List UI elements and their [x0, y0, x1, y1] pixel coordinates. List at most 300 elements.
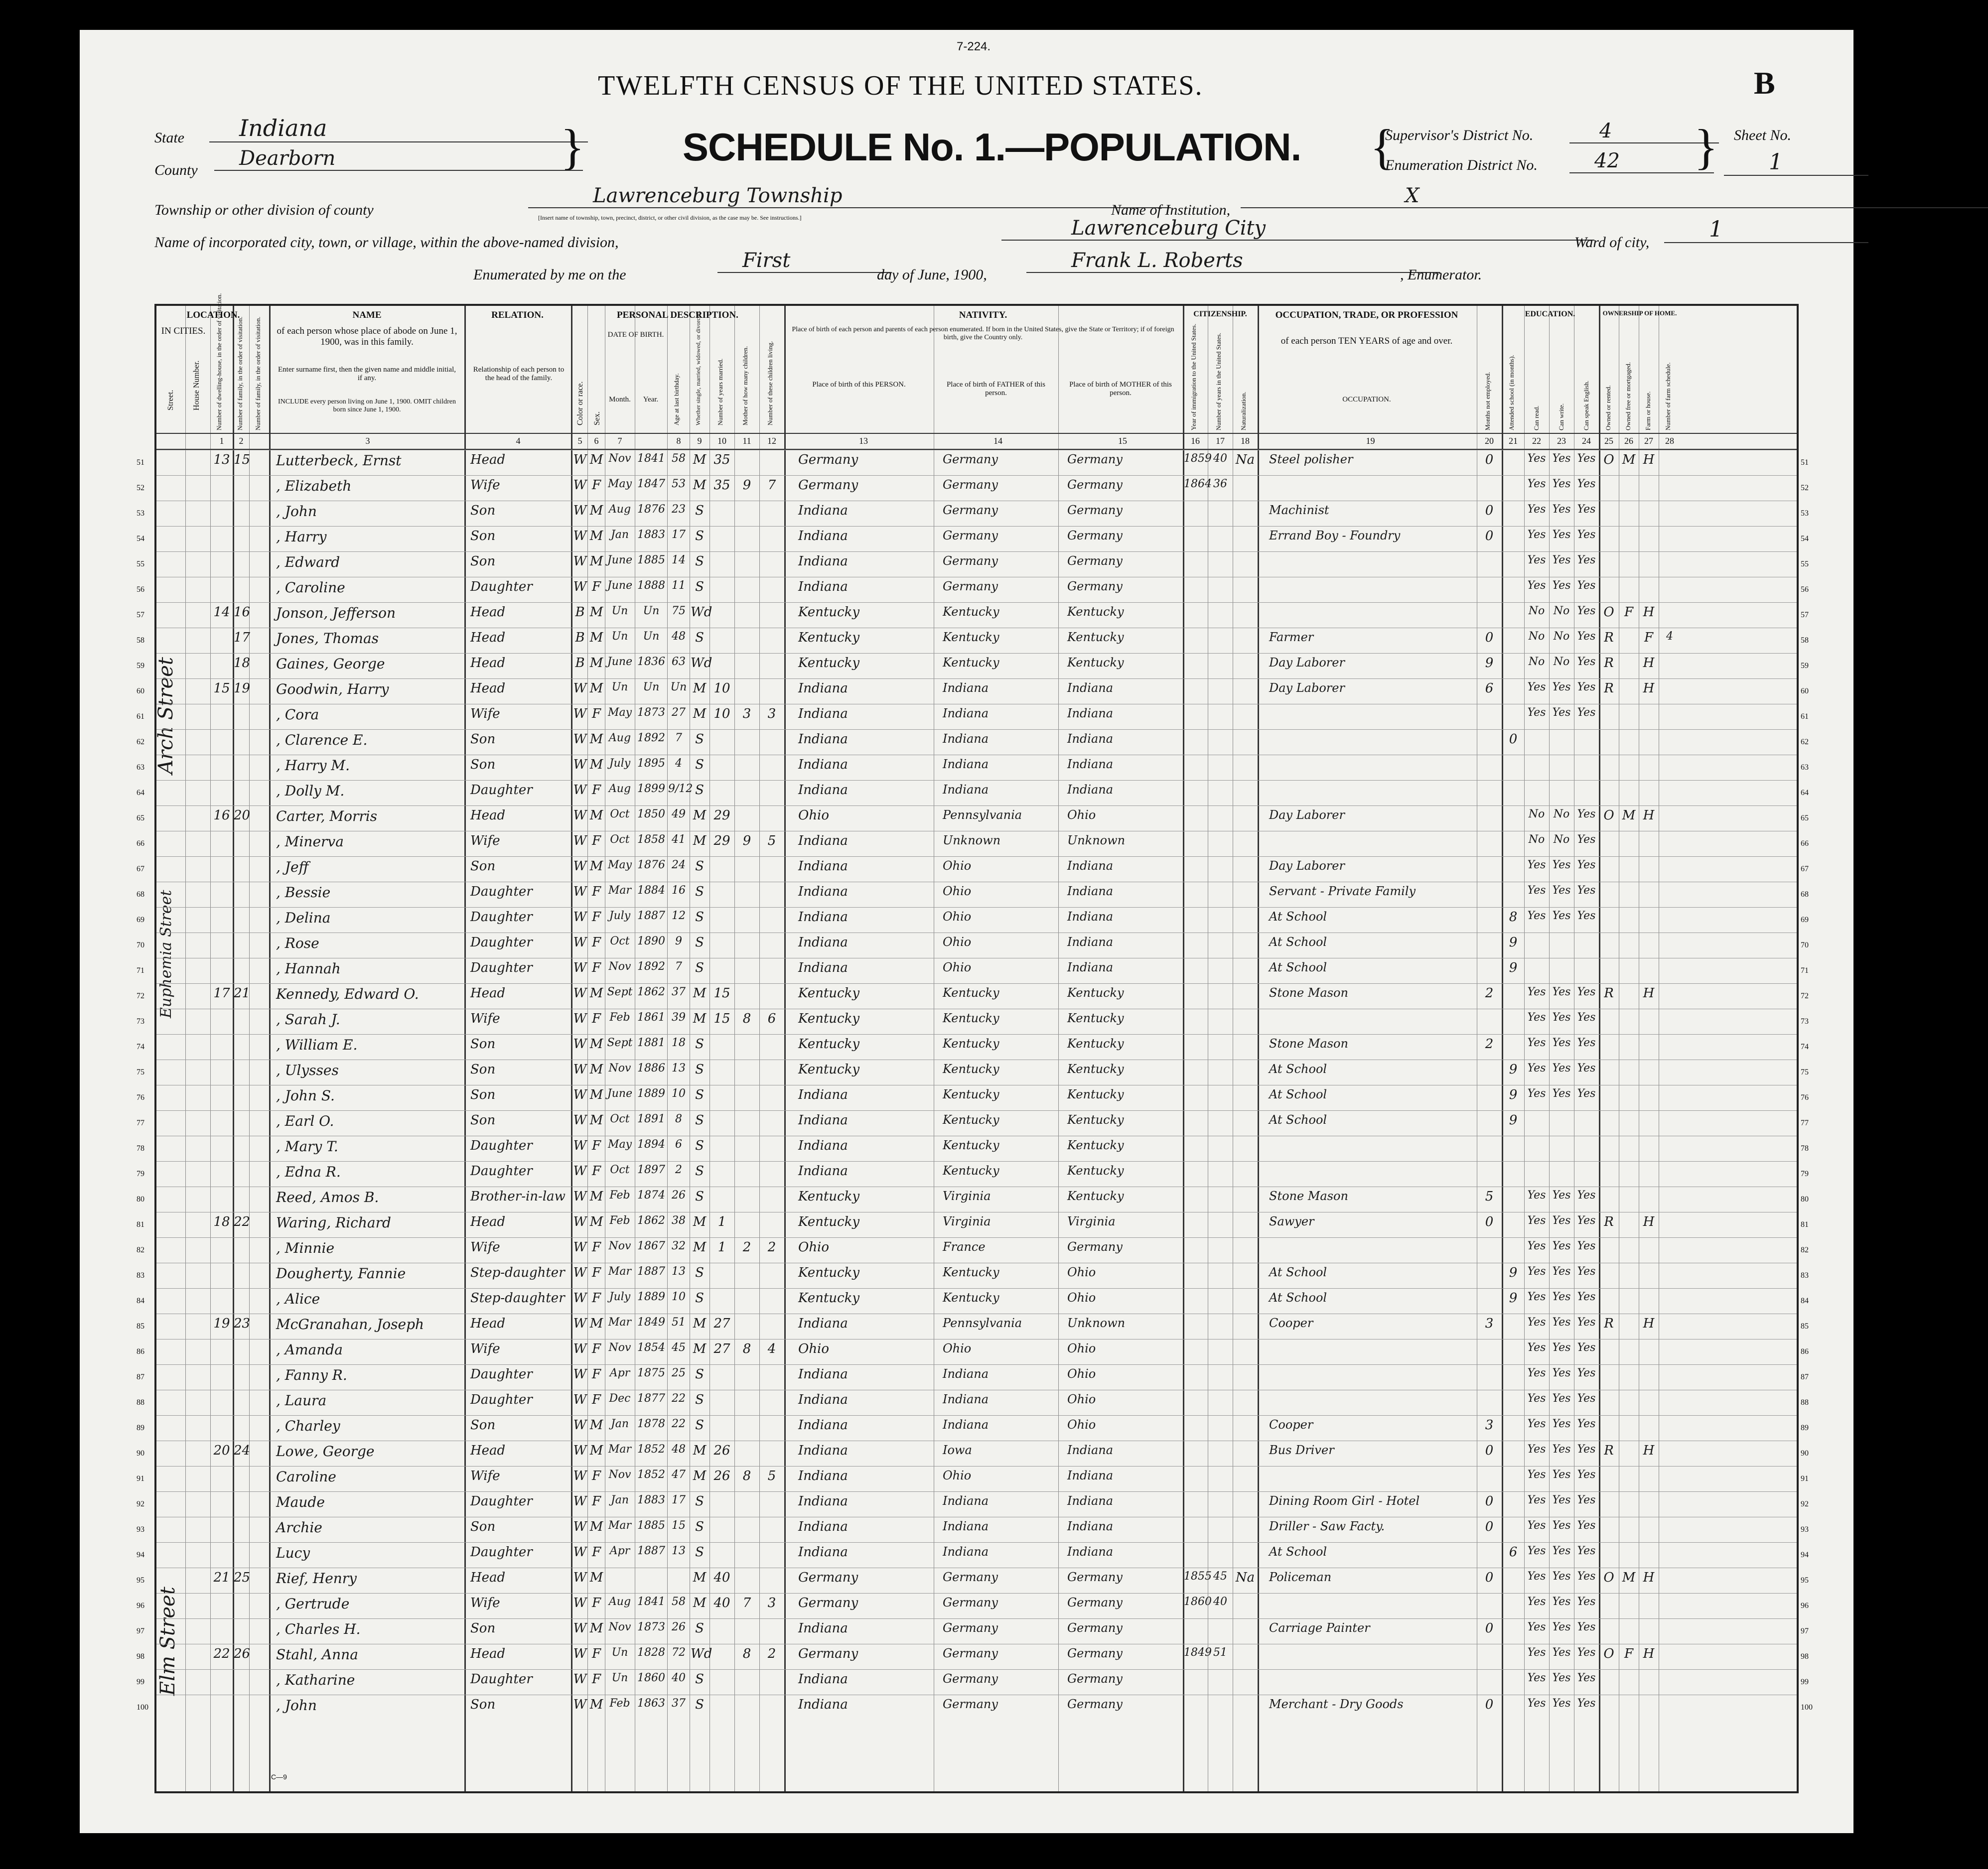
cell-bm: Kentucky	[1067, 986, 1124, 1000]
cell-rel: Head	[470, 1316, 506, 1331]
column-number: 17	[1216, 436, 1225, 446]
cell-bf: Indiana	[943, 732, 989, 746]
cell-free: F	[1624, 1646, 1634, 1661]
cell-occ: Day Laborer	[1269, 656, 1345, 669]
cell-name: , William E.	[276, 1037, 358, 1053]
line-number: 70	[137, 941, 144, 949]
cell-dw: 15	[213, 681, 230, 696]
cell-eng: Yes	[1577, 1341, 1596, 1354]
cell-month: Un	[611, 1646, 628, 1659]
cell-month: Feb	[609, 1189, 630, 1202]
cell-rel: Head	[470, 656, 506, 670]
cell-month: Feb	[609, 1011, 630, 1024]
cell-write: Yes	[1552, 452, 1571, 465]
cell-read: No	[1528, 630, 1545, 643]
cell-ym: 10	[713, 706, 730, 721]
cell-name: , Elizabeth	[276, 478, 352, 494]
line-number: 97	[137, 1627, 144, 1635]
cell-mar: S	[695, 1062, 704, 1077]
cell-free: F	[1624, 605, 1634, 620]
hdr-attended-school: Attended school (in months).	[1508, 355, 1515, 430]
column-number: 10	[717, 436, 726, 446]
cell-mne: 3	[1485, 1316, 1494, 1331]
cell-read: Yes	[1527, 478, 1546, 490]
cell-year: 1849	[637, 1316, 665, 1329]
cell-rel: Head	[470, 1570, 506, 1585]
cell-occ: At School	[1269, 1265, 1327, 1279]
institution-value: X	[1241, 184, 1988, 208]
cell-color: W	[573, 1646, 587, 1661]
cell-name: , Clarence E.	[276, 732, 368, 748]
hdr-nativity-desc: Place of birth of each person and parents of each person enumerated. If born in the United States, give the State or Territory; if of foreign birth, give the Country only.	[792, 326, 1174, 342]
cell-month: Oct	[610, 935, 630, 947]
cell-sex: F	[591, 1494, 601, 1509]
cell-sex: F	[591, 1291, 601, 1306]
cell-eng: Yes	[1577, 1596, 1596, 1608]
cell-rel: Daughter	[470, 1138, 533, 1153]
line-number: 64	[137, 789, 144, 797]
cell-bm: Indiana	[1067, 1494, 1114, 1508]
cell-sex: F	[591, 1468, 601, 1483]
cell-eng: Yes	[1577, 1214, 1596, 1227]
cell-ym: 35	[713, 452, 730, 467]
cell-sex: F	[591, 960, 601, 975]
cell-eng: Yes	[1577, 605, 1596, 617]
cell-bf: Indiana	[943, 1494, 989, 1508]
line-number-right: 69	[1801, 916, 1809, 924]
table-row	[137, 450, 1809, 475]
cell-bp: Germany	[798, 1596, 858, 1610]
cell-name: , Caroline	[276, 579, 345, 596]
cell-write: Yes	[1552, 1189, 1571, 1202]
cell-sex: M	[589, 808, 603, 823]
cell-yi: 1855	[1184, 1570, 1212, 1583]
cell-write: Yes	[1552, 478, 1571, 490]
table-row	[137, 501, 1809, 526]
cell-write: Yes	[1552, 986, 1571, 998]
cell-farm: F	[1644, 630, 1654, 645]
line-number: 60	[137, 687, 144, 695]
cell-mar: S	[695, 1545, 704, 1560]
line-number-right: 56	[1801, 585, 1809, 594]
enumeration-label: Enumeration District No.	[1385, 157, 1538, 173]
cell-mne: 0	[1485, 503, 1494, 518]
cell-mar: S	[695, 884, 704, 899]
hdr-dwelling: Number of dwelling-house, in the order of visitation.	[215, 293, 223, 430]
cell-year: 1884	[637, 884, 665, 897]
cell-rel: Wife	[470, 833, 500, 848]
cell-read: Yes	[1527, 1596, 1546, 1608]
cell-fam: 15	[234, 452, 251, 467]
line-number: 56	[137, 585, 144, 594]
cell-mar: S	[695, 1697, 704, 1712]
cell-sex: M	[589, 1189, 603, 1204]
cell-eng: Yes	[1577, 554, 1596, 566]
cell-mar: S	[695, 1621, 704, 1636]
table-row	[137, 1237, 1809, 1263]
cell-write: Yes	[1552, 706, 1571, 719]
cell-rel: Daughter	[470, 579, 533, 594]
cell-sex: F	[591, 935, 601, 950]
cell-name: Lucy	[276, 1545, 310, 1561]
cell-read: Yes	[1527, 1646, 1546, 1659]
cell-eng: Yes	[1577, 1672, 1596, 1684]
cell-name: , Edna R.	[276, 1164, 341, 1180]
cell-sch: 9	[1509, 1087, 1518, 1102]
cell-month: Aug	[608, 732, 631, 744]
cell-ym: 40	[713, 1570, 730, 1585]
cell-year: 1836	[637, 656, 665, 668]
cell-age: 37	[672, 1697, 686, 1710]
cell-sex: F	[591, 1240, 601, 1255]
cell-bp: Indiana	[798, 1545, 848, 1560]
cell-read: Yes	[1527, 1545, 1546, 1557]
line-number: 55	[137, 560, 144, 568]
line-number-right: 55	[1801, 560, 1809, 568]
cell-color: W	[573, 1011, 587, 1026]
cell-read: Yes	[1527, 884, 1546, 897]
cell-liv: 5	[767, 833, 776, 848]
cell-bm: Ohio	[1067, 1418, 1096, 1432]
cell-write: Yes	[1552, 554, 1571, 566]
cell-bp: Indiana	[798, 833, 848, 848]
sheet-no-label: Sheet No.	[1734, 127, 1791, 143]
cell-occ: Bus Driver	[1269, 1443, 1334, 1457]
cell-write: Yes	[1552, 1443, 1571, 1456]
hdr-occupation: OCCUPATION.	[1342, 396, 1391, 403]
cell-age: 14	[672, 554, 686, 566]
line-number-right: 89	[1801, 1424, 1809, 1432]
cell-age: 45	[672, 1341, 686, 1354]
cell-bp: Kentucky	[798, 1291, 860, 1306]
line-number: 95	[137, 1576, 144, 1585]
cell-year: 1899	[637, 783, 665, 795]
cell-write: No	[1553, 833, 1570, 846]
cell-age: 11	[672, 579, 686, 592]
cell-month: June	[607, 554, 633, 566]
cell-bp: Kentucky	[798, 1214, 860, 1229]
cell-year: 1852	[637, 1443, 665, 1456]
line-number-right: 65	[1801, 814, 1809, 822]
table-row	[137, 1212, 1809, 1237]
line-number: 99	[137, 1678, 144, 1686]
hdr-farm-house: Farm or house.	[1644, 391, 1652, 430]
cell-year: 1860	[637, 1672, 665, 1684]
cell-name: , Delina	[276, 910, 331, 926]
cell-name: Gaines, George	[276, 656, 385, 672]
cell-sex: M	[589, 452, 603, 467]
cell-read: Yes	[1527, 986, 1546, 998]
line-number: 52	[137, 484, 144, 492]
cell-color: W	[573, 1545, 587, 1560]
cell-mar: M	[693, 1240, 707, 1255]
cell-bp: Kentucky	[798, 1011, 860, 1026]
cell-bm: Germany	[1067, 579, 1123, 593]
cell-read: No	[1528, 605, 1545, 617]
cell-mar: S	[695, 1164, 704, 1179]
cell-mar: S	[695, 529, 704, 543]
table-row	[137, 983, 1809, 1009]
cell-own: R	[1604, 656, 1614, 670]
cell-age: 53	[672, 478, 686, 490]
cell-farm: H	[1643, 656, 1655, 670]
cell-name: , Bessie	[276, 884, 331, 901]
cell-name: Stahl, Anna	[276, 1646, 358, 1663]
line-number-right: 58	[1801, 636, 1809, 645]
cell-farm: H	[1643, 986, 1655, 1001]
column-number: 23	[1557, 436, 1566, 446]
cell-moth: 2	[742, 1240, 751, 1255]
cell-month: Mar	[608, 1265, 632, 1278]
cell-read: Yes	[1527, 1494, 1546, 1506]
cell-mar: M	[693, 706, 707, 721]
cell-bp: Indiana	[798, 529, 848, 543]
cell-age: 17	[672, 1494, 686, 1506]
line-number-right: 70	[1801, 941, 1809, 949]
cell-age: 32	[672, 1240, 686, 1252]
cell-moth: 8	[742, 1646, 751, 1661]
cell-color: B	[575, 605, 585, 620]
cell-year: Un	[643, 630, 660, 643]
cell-mar: S	[695, 1037, 704, 1052]
cell-write: Yes	[1552, 1545, 1571, 1557]
cell-name: Jonson, Jefferson	[276, 605, 396, 621]
table-row	[137, 1187, 1809, 1212]
cell-eng: Yes	[1577, 833, 1596, 846]
hdr-years-married: Number of years married.	[716, 358, 724, 425]
cell-year: 1867	[637, 1240, 665, 1252]
table-row	[137, 475, 1809, 501]
hdr-owned-free: Owned free or mortgaged.	[1624, 362, 1632, 430]
cell-occ: At School	[1269, 1291, 1327, 1305]
cell-bf: Pennsylvania	[943, 1316, 1022, 1330]
cell-sex: F	[591, 1265, 601, 1280]
cell-read: Yes	[1527, 503, 1546, 516]
line-number: 88	[137, 1398, 144, 1407]
cell-mne: 0	[1485, 1519, 1494, 1534]
hdr-owned-rented: Owned or rented.	[1604, 385, 1612, 430]
cell-year: 1892	[637, 732, 665, 744]
column-number: 19	[1366, 436, 1375, 446]
cell-rel: Daughter	[470, 1672, 533, 1687]
cell-mne: 0	[1485, 1570, 1494, 1585]
cell-bp: Indiana	[798, 554, 848, 569]
cell-sch: 9	[1509, 1291, 1518, 1306]
cell-age: 15	[672, 1519, 686, 1532]
cell-color: W	[573, 859, 587, 874]
cell-rel: Son	[470, 732, 496, 747]
cell-read: Yes	[1527, 529, 1546, 541]
cell-name: , Charles H.	[276, 1621, 361, 1637]
cell-fam: 16	[234, 605, 251, 620]
cell-bf: Ohio	[943, 960, 972, 974]
cell-rel: Son	[470, 859, 496, 874]
cell-age: 75	[672, 605, 686, 617]
table-row	[137, 1314, 1809, 1339]
line-number-right: 80	[1801, 1195, 1809, 1203]
cell-eng: Yes	[1577, 1189, 1596, 1202]
cell-eng: Yes	[1577, 681, 1596, 693]
cell-bm: Ohio	[1067, 1367, 1096, 1381]
line-number: 78	[137, 1144, 144, 1153]
cell-name: , Harry M.	[276, 757, 350, 774]
township-label: Township or other division of county	[154, 202, 374, 218]
cell-bm: Germany	[1067, 503, 1123, 517]
cell-read: Yes	[1527, 1570, 1546, 1583]
hdr-birth-person: Place of birth of this PERSON.	[812, 381, 906, 389]
cell-eng: Yes	[1577, 910, 1596, 922]
cell-farm: H	[1643, 808, 1655, 823]
cell-occ: At School	[1269, 910, 1327, 924]
cell-farm: H	[1643, 1443, 1655, 1458]
column-number: 26	[1624, 436, 1633, 446]
cell-write: Yes	[1552, 529, 1571, 541]
cell-occ: Dining Room Girl - Hotel	[1269, 1494, 1420, 1508]
cell-write: Yes	[1552, 1697, 1571, 1710]
cell-year: Un	[643, 681, 660, 693]
cell-sch: 6	[1509, 1545, 1518, 1560]
cell-name: , Ulysses	[276, 1062, 339, 1078]
cell-sex: F	[591, 1545, 601, 1560]
cell-bf: Kentucky	[943, 1087, 999, 1101]
cell-sex: M	[589, 503, 603, 518]
cell-read: Yes	[1527, 681, 1546, 693]
cell-bf: Germany	[943, 1596, 998, 1609]
cell-age: 24	[672, 859, 686, 871]
cell-farm: H	[1643, 1316, 1655, 1331]
form-number: 7-224.	[957, 40, 991, 53]
line-number-right: 87	[1801, 1373, 1809, 1381]
cell-name: , Harry	[276, 529, 327, 545]
cell-rel: Daughter	[470, 1545, 533, 1560]
cell-name: , Earl O.	[276, 1113, 334, 1129]
cell-age: 25	[672, 1367, 686, 1379]
cell-write: Yes	[1552, 1494, 1571, 1506]
cell-eng: Yes	[1577, 706, 1596, 719]
cell-bp: Kentucky	[798, 986, 860, 1001]
cell-dw: 17	[213, 986, 230, 1001]
cell-bf: Germany	[943, 1646, 998, 1660]
cell-occ: At School	[1269, 935, 1327, 949]
cell-rel: Wife	[470, 1011, 500, 1026]
hdr-living: Number of these children living.	[766, 341, 774, 425]
cell-ym: 35	[713, 478, 730, 493]
column-number: 12	[767, 436, 776, 446]
cell-mar: M	[693, 1596, 707, 1610]
cell-eng: Yes	[1577, 884, 1596, 897]
cell-name: Archie	[276, 1519, 322, 1536]
cell-rel: Daughter	[470, 1392, 533, 1407]
cell-bp: Germany	[798, 1646, 858, 1661]
line-number: 68	[137, 890, 144, 899]
cell-write: Yes	[1552, 1214, 1571, 1227]
cell-rel: Wife	[470, 1596, 500, 1610]
line-number: 80	[137, 1195, 144, 1203]
line-number-right: 95	[1801, 1576, 1809, 1585]
line-number: 84	[137, 1297, 144, 1305]
cell-sex: F	[591, 478, 601, 493]
cell-eng: Yes	[1577, 1291, 1596, 1303]
cell-rel: Head	[470, 1443, 506, 1458]
cell-mar: S	[695, 503, 704, 518]
cell-name: Carter, Morris	[276, 808, 378, 824]
cell-mar: S	[695, 1494, 704, 1509]
cell-bf: Kentucky	[943, 1113, 999, 1127]
cell-color: W	[573, 808, 587, 823]
cell-read: Yes	[1527, 1621, 1546, 1633]
cell-age: 58	[672, 452, 686, 465]
cell-rel: Daughter	[470, 960, 533, 975]
cell-bp: Germany	[798, 452, 858, 467]
cell-name: , Charley	[276, 1418, 340, 1434]
cell-month: May	[607, 706, 632, 719]
cell-year: 1878	[637, 1418, 665, 1430]
ward-value: 1	[1664, 217, 1868, 243]
cell-bf: Germany	[943, 1570, 998, 1584]
sheet-no-value: 1	[1724, 149, 1868, 176]
cell-color: W	[573, 1240, 587, 1255]
cell-ym: 29	[713, 833, 730, 848]
cell-color: W	[573, 1265, 587, 1280]
cell-year: 1883	[637, 1494, 665, 1506]
cell-year: 1850	[637, 808, 665, 820]
cell-bm: Indiana	[1067, 757, 1114, 771]
cell-occ: Cooper	[1269, 1316, 1313, 1330]
cell-mar: S	[695, 1291, 704, 1306]
hdr-name-instr2: INCLUDE every person living on June 1, 1900. OMIT children born since June 1, 1900.	[278, 398, 456, 414]
cell-rel: Son	[470, 1037, 496, 1052]
cell-bp: Ohio	[798, 808, 830, 823]
cell-occ: Merchant - Dry Goods	[1269, 1697, 1404, 1711]
line-number-right: 78	[1801, 1144, 1809, 1153]
table-row	[137, 1110, 1809, 1136]
cell-bf: Indiana	[943, 1367, 989, 1381]
hdr-family: Number of family, in the order of visitation.	[236, 316, 244, 430]
cell-write: Yes	[1552, 1418, 1571, 1430]
cell-color: W	[573, 579, 587, 594]
cell-age: 9/12	[668, 783, 693, 795]
institution-label: Name of Institution,	[1111, 202, 1231, 218]
cell-sex: F	[591, 706, 601, 721]
cell-age: 38	[672, 1214, 686, 1227]
cell-year: 1894	[637, 1138, 665, 1151]
cell-bm: Kentucky	[1067, 630, 1124, 644]
column-number: 20	[1485, 436, 1494, 446]
cell-mne: 3	[1485, 1418, 1494, 1433]
cell-eng: Yes	[1577, 529, 1596, 541]
cell-color: W	[573, 503, 587, 518]
cell-bm: Indiana	[1067, 732, 1114, 746]
hdr-years-in-us: Number of years in the United States.	[1215, 332, 1222, 430]
county-label: County	[154, 162, 198, 178]
cell-age: 10	[672, 1291, 686, 1303]
cell-occ: At School	[1269, 1545, 1327, 1559]
cell-sex: F	[591, 1341, 601, 1356]
supervisor-label: Supervisor's District No.	[1385, 127, 1534, 143]
table-row	[137, 1517, 1809, 1542]
cell-bp: Indiana	[798, 1418, 848, 1433]
cell-read: Yes	[1527, 1189, 1546, 1202]
line-number: 74	[137, 1043, 144, 1051]
cell-sex: M	[589, 1570, 603, 1585]
cell-read: Yes	[1527, 1240, 1546, 1252]
hdr-house-number: House Number.	[192, 360, 201, 410]
line-number-right: 76	[1801, 1093, 1809, 1102]
cell-own: O	[1603, 1570, 1614, 1585]
cell-color: W	[573, 1418, 587, 1433]
street-label-arch: Arch Street	[154, 657, 177, 774]
cell-read: Yes	[1527, 1291, 1546, 1303]
